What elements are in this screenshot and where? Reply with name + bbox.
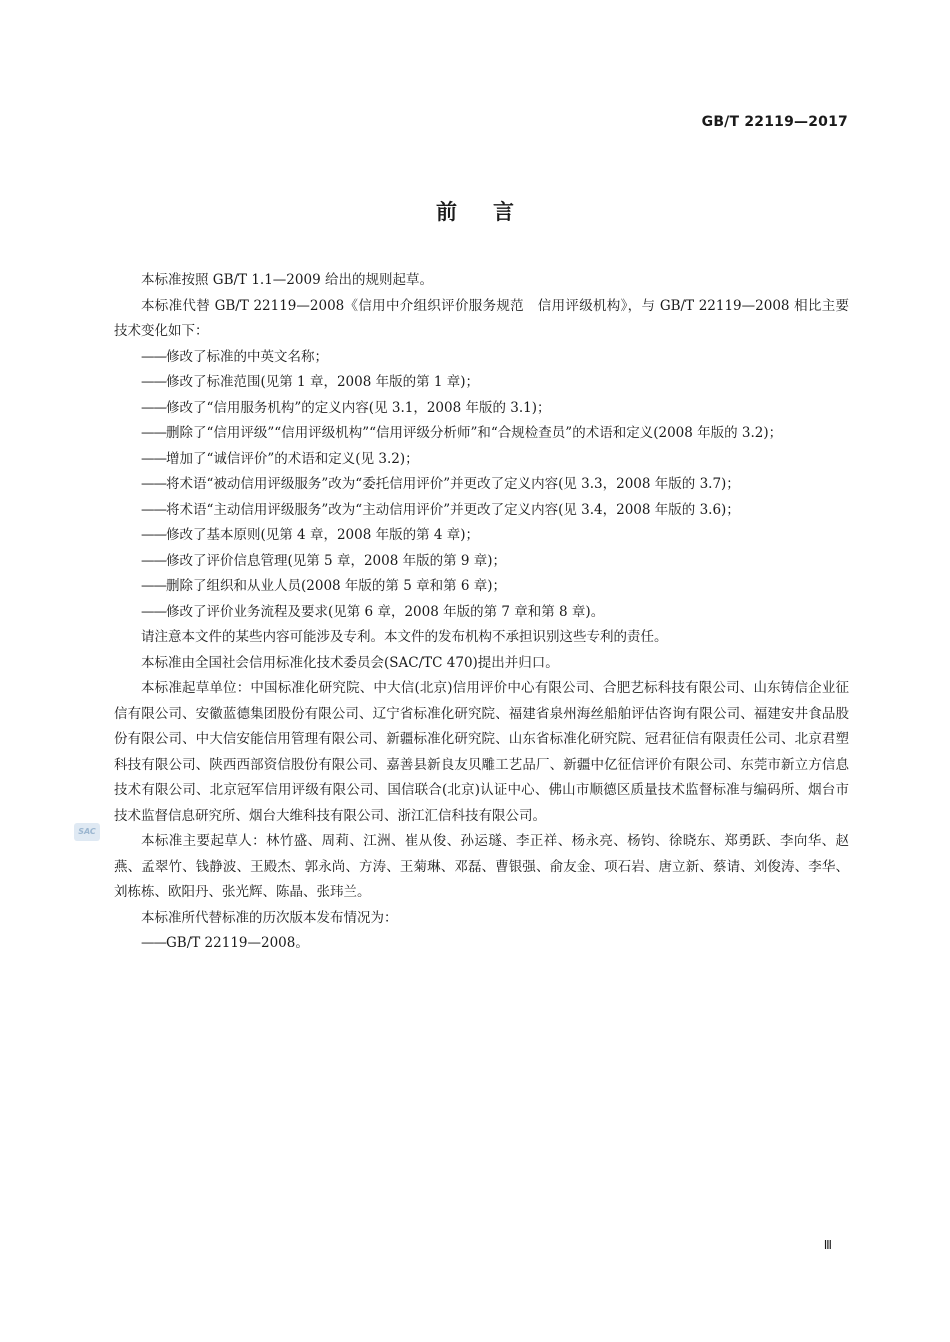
list-item-text: 修改了基本原则(见第 4 章，2008 年版的第 4 章)；: [166, 527, 480, 543]
list-item: [114, 523, 849, 549]
list-item: [114, 549, 849, 575]
dash-marker: ——: [141, 578, 166, 594]
changes-list: [114, 345, 849, 626]
list-item-text: 修改了评价业务流程及要求(见第 6 章，2008 年版的第 7 章和第 8 章)。: [166, 603, 605, 620]
paragraph-drafting-units: 本标准起草单位：中国标准化研究院、中大信(北京)信用评价中心有限公司、合肥艺标科技有限公司、山东铸信企业征信有限公司、安徽蓝德集团股份有限公司、辽宁省标准化研究院、福建省泉州海丝船舶评估咨询有限公司、福建安井食品股份有限公司、中大信安能信用管理有限公司、新疆标准化研究院、山东省标准化研究院、冠君征信有限责任公司、北京君塑科技有限公司、陕西西部资信股份有限公司、嘉善县新良友贝雕工艺品厂、新疆中亿征信评价有限公司、东莞市新立方信息技术有限公司、北京冠军信用评级有限公司、国信联合(北京)认证中心、佛山市顺德区质量技术监督标准与编码所、烟台市技术监督信息研究所、烟台大维科技有限公司、浙江汇信科技有限公司。: [114, 680, 849, 824]
list-item-text: 将术语“被动信用评级服务”改为“委托信用评价”并更改了定义内容(见 3.3，2008 年版的 3.7)；: [166, 476, 740, 492]
list-item: [114, 345, 849, 371]
page-title: 前言: [436, 200, 550, 224]
list-item-text: 修改了标准范围(见第 1 章，2008 年版的第 1 章)；: [166, 374, 480, 390]
paragraph-drafters: 本标准主要起草人：林竹盛、周莉、江洲、崔从俊、孙运璲、李正祥、杨永亮、杨钧、徐晓东、郑勇跃、李向华、赵燕、孟翠竹、钱静波、王殿杰、郭永尚、方涛、王菊琳、邓磊、曹银强、俞友金、项石岩、唐立新、蔡请、刘俊涛、李华、刘栋栋、欧阳丹、张光辉、陈晶、张玮兰。: [114, 833, 849, 900]
list-item: [114, 600, 849, 626]
dash-marker: ——: [141, 527, 166, 543]
paragraph-patent-notice: 请注意本文件的某些内容可能涉及专利。本文件的发布机构不承担识别这些专利的责任。: [141, 629, 668, 645]
dash-marker: ——: [141, 450, 166, 467]
dash-marker: ——: [141, 399, 166, 416]
list-item-text: 删除了“信用评级”“信用评级机构”“信用评级分析师”和“合规检查员”的术语和定义(2008 年版的 3.2)；: [166, 425, 783, 441]
paragraph-history-intro: 本标准所代替标准的历次版本发布情况为：: [141, 909, 398, 926]
list-item: [114, 421, 849, 447]
dash-marker: ——: [141, 552, 166, 569]
paragraph-proposer: 本标准由全国社会信用标准化技术委员会(SAC/TC 470)提出并归口。: [141, 654, 559, 671]
list-item-text: 删除了组织和从业人员(2008 年版的第 5 章和第 6 章)；: [166, 578, 507, 594]
paragraph-replacement: 本标准代替 GB/T 22119—2008《信用中介组织评价服务规范 信用评级机构》，与 GB/T 22119—2008 相比主要技术变化如下：: [114, 297, 849, 339]
list-item-text: 修改了标准的中英文名称；: [166, 348, 328, 365]
list-item: [114, 370, 849, 396]
sac-watermark-icon: SAC: [74, 823, 100, 841]
dash-marker: ——: [141, 501, 166, 518]
list-item-text: GB/T 22119—2008。: [166, 935, 309, 951]
list-item: [114, 498, 849, 524]
dash-marker: ——: [141, 476, 166, 492]
dash-marker: ——: [141, 374, 166, 390]
list-item: [114, 396, 849, 422]
foreword-body: [114, 268, 849, 957]
dash-marker: ——: [141, 603, 166, 620]
list-item-text: 修改了“信用服务机构”的定义内容(见 3.1，2008 年版的 3.1)；: [166, 399, 551, 416]
dash-marker: ——: [141, 935, 166, 951]
page-number: Ⅲ: [823, 1238, 832, 1252]
list-item: [114, 472, 849, 498]
dash-marker: ——: [141, 348, 166, 365]
paragraph-drafting-rules: 本标准按照 GB/T 1.1—2009 给出的规则起草。: [141, 272, 433, 288]
list-item-text: 修改了评价信息管理(见第 5 章，2008 年版的第 9 章)；: [166, 552, 507, 569]
standard-code: GB/T 22119—2017: [701, 114, 848, 130]
list-item: [114, 447, 849, 473]
list-item-text: 将术语“主动信用评级服务”改为“主动信用评价”并更改了定义内容(见 3.4，2008 年版的 3.6)；: [166, 501, 740, 518]
list-item-text: 增加了“诚信评价”的术语和定义(见 3.2)；: [166, 450, 419, 467]
dash-marker: ——: [141, 425, 166, 441]
list-item-history: [114, 931, 849, 957]
list-item: [114, 574, 849, 600]
